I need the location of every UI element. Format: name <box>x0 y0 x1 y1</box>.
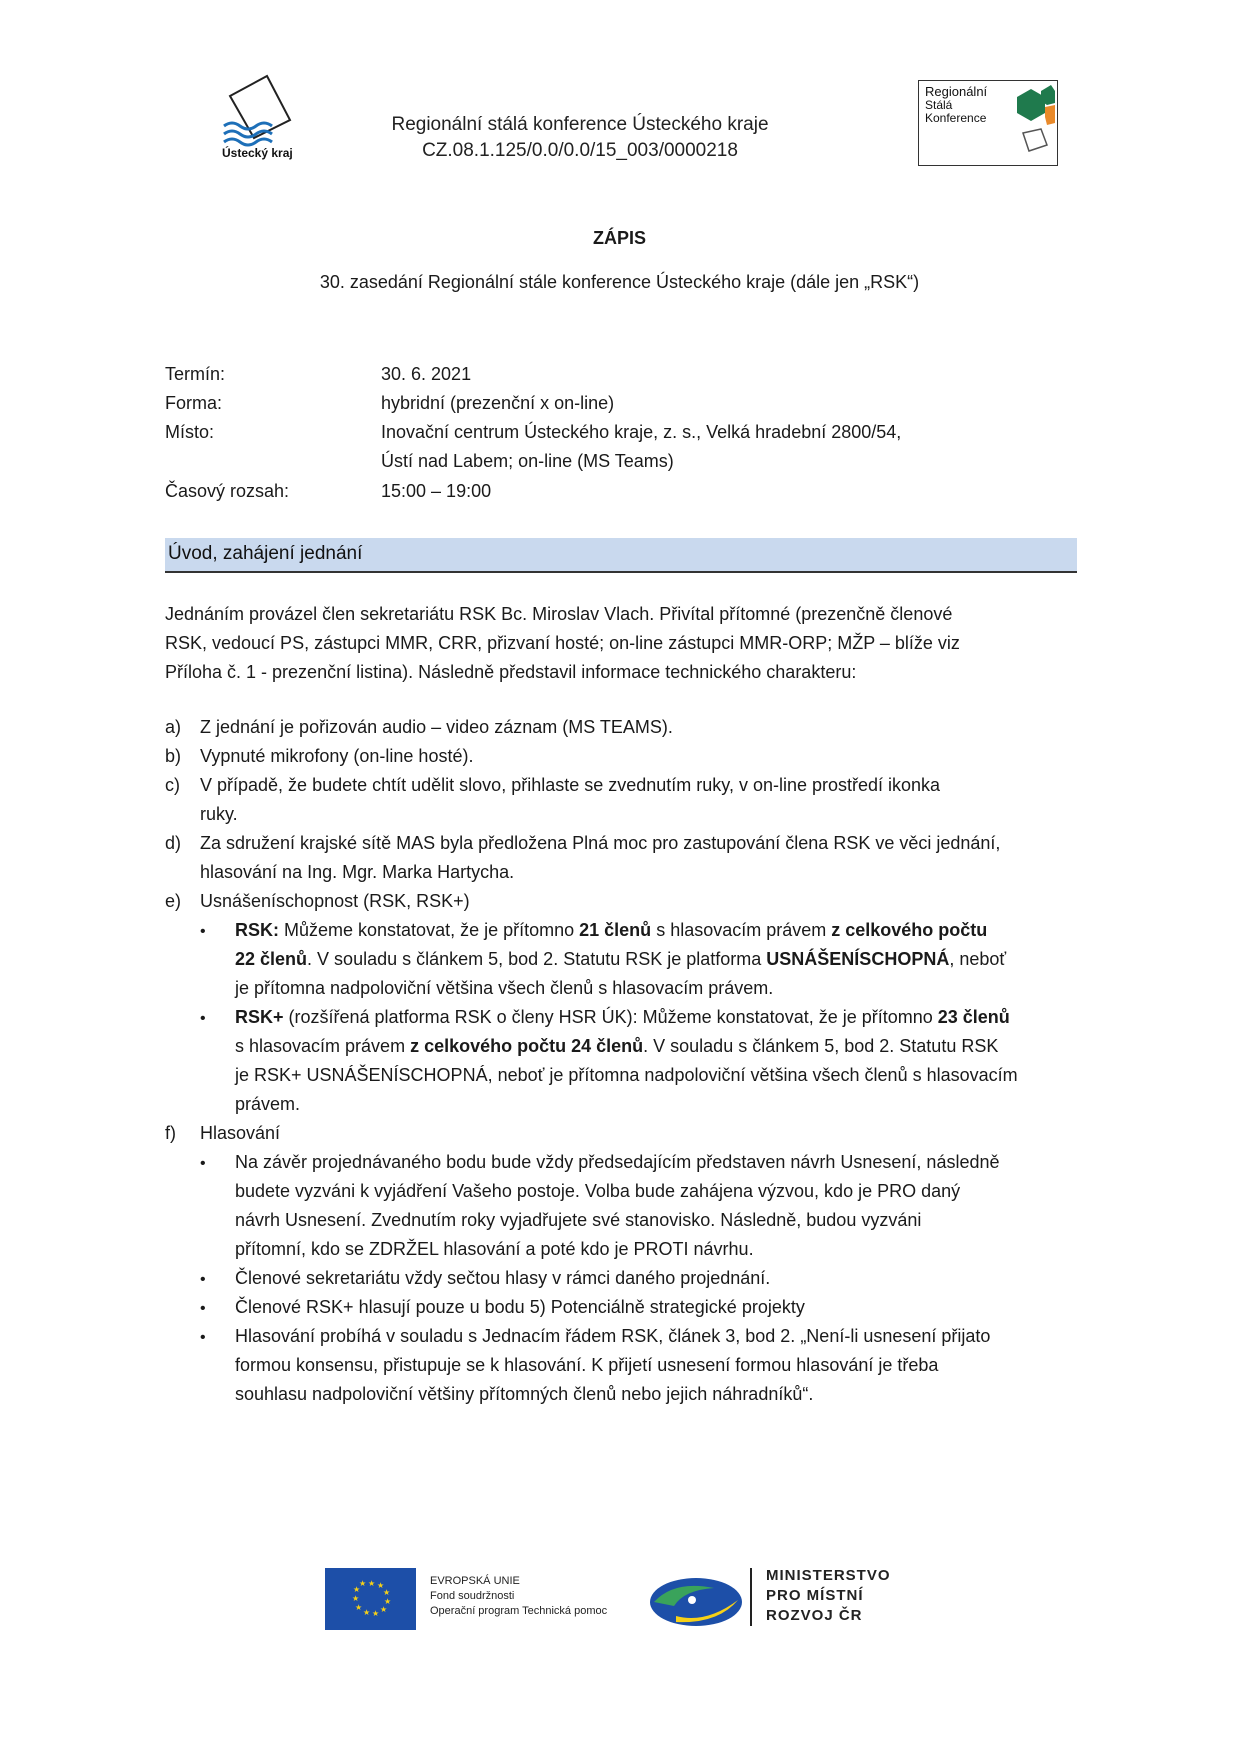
mmr-logo-icon <box>646 1566 756 1636</box>
e2-bold2: 23 členů <box>937 1007 1010 1027</box>
rsk-logo <box>918 80 1058 166</box>
e1-text3: . V souladu s článkem 5, bod 2. Statutu RSK je platforma <box>307 949 767 969</box>
ustecky-kraj-logo <box>212 68 312 178</box>
termin-label: Termín: <box>165 364 226 384</box>
eu-line3: Operační program Technická pomoc <box>430 1605 608 1617</box>
rsk-logo-line1: Regionální <box>925 84 988 99</box>
e1-bold4: 22 členů <box>235 949 308 969</box>
item-f4-line3: souhlasu nadpoloviční většiny přítomných členů nebo jejich náhradníků“. <box>235 1384 814 1404</box>
item-f-label: f) <box>165 1123 176 1143</box>
bullet-icon: • <box>200 1329 206 1346</box>
eu-line2: Fond soudržnosti <box>430 1590 515 1602</box>
intro-line3: Příloha č. 1 - prezenční listina). Následně představil informace technického charakteru: <box>165 662 857 682</box>
e1-bold3: z celkového počtu <box>831 920 988 940</box>
item-a-label: a) <box>165 717 182 737</box>
eu-line1: EVROPSKÁ UNIE <box>430 1575 520 1587</box>
svg-text:★: ★ <box>353 1585 361 1594</box>
header-title-line1: Regionální stálá konference Ústeckého kraje <box>391 114 769 135</box>
item-e2-line2 <box>235 1032 1075 1061</box>
e1-text1: Můžeme konstatovat, že je přítomno <box>279 920 580 940</box>
rozsah-value: 15:00 – 19:00 <box>381 481 492 501</box>
intro-line1: Jednáním provázel člen sekretariátu RSK Bc. Miroslav Vlach. Přivítal přítomné (prezenčně členové <box>165 604 953 624</box>
svg-text:★: ★ <box>380 1605 388 1614</box>
e1-bold2: 21 členů <box>579 920 652 940</box>
termin-value: 30. 6. 2021 <box>381 364 472 384</box>
svg-text:★: ★ <box>359 1579 367 1588</box>
item-c-text-line1: V případě, že budete chtít udělit slovo, přihlaste se zvednutím ruky, v on-line prostředí ikonka <box>200 775 941 795</box>
header-title-line2: CZ.08.1.125/0.0/0.0/15_003/0000218 <box>422 140 738 161</box>
svg-text:★: ★ <box>368 1579 376 1588</box>
e1-text4: , neboť <box>949 949 1007 969</box>
e2-text2: s hlasovacím právem <box>235 1036 411 1056</box>
e2-bold3: z celkového počtu 24 členů <box>410 1036 644 1056</box>
eu-flag-icon <box>325 1568 416 1630</box>
rsk-logo-line2: Stálá <box>925 98 953 112</box>
rozsah-label: Časový rozsah: <box>165 481 290 501</box>
item-e2-line4: právem. <box>235 1094 301 1114</box>
eu-text <box>430 1574 607 1619</box>
item-f3: Členové RSK+ hlasují pouze u bodu 5) Potenciálně strategické projekty <box>235 1297 805 1317</box>
item-f1-line2: budete vyzváni k vyjádření Vašeho postoje. Volba bude zahájena výzvou, kdo je PRO daný <box>235 1181 961 1201</box>
svg-text:★: ★ <box>352 1594 360 1603</box>
item-d-text-line1: Za sdružení krajské sítě MAS byla předložena Plná moc pro zastupování člena RSK ve věci jednání, <box>200 833 1001 853</box>
item-f4-line1: Hlasování probíhá v souladu s Jednacím řádem RSK, článek 3, bod 2. „Není-li usnesení přijato <box>235 1326 991 1346</box>
item-d-label: d) <box>165 833 182 853</box>
item-d-text-line2: hlasování na Ing. Mgr. Marka Hartycha. <box>200 862 515 882</box>
rsk-hexagon-icon <box>1011 83 1055 161</box>
doc-title: ZÁPIS <box>592 228 646 248</box>
item-c-label: c) <box>165 775 180 795</box>
item-e1-line2 <box>235 945 1075 974</box>
item-f1-line4: přítomní, kdo se ZDRŽEL hlasování a poté kdo je PROTI návrhu. <box>235 1239 754 1259</box>
item-e2-line3: je RSK+ USNÁŠENÍSCHOPNÁ, neboť je přítomna nadpoloviční většina všech členů s hlasovacím <box>235 1065 1018 1085</box>
item-b-text: Vypnuté mikrofony (on-line hosté). <box>200 746 474 766</box>
e1-text2: s hlasovacím právem <box>651 920 832 940</box>
forma-value: hybridní (prezenční x on-line) <box>381 393 615 413</box>
item-f-text: Hlasování <box>200 1123 281 1143</box>
mmr-line2: PRO MÍSTNÍ <box>766 1587 864 1604</box>
intro-paragraph <box>165 600 1045 687</box>
e2-text1: (rozšířená platforma RSK o členy HSR ÚK): Můžeme konstatovat, že je přítomno <box>283 1007 938 1027</box>
svg-text:★: ★ <box>363 1608 371 1617</box>
svg-text:★: ★ <box>383 1588 391 1597</box>
doc-subtitle: 30. zasedání Regionální stále konference Ústeckého kraje (dále jen „RSK“) <box>319 272 920 292</box>
misto-value-line2: Ústí nad Labem; on-line (MS Teams) <box>381 451 674 471</box>
item-e1-line3: je přítomna nadpoloviční většina všech členů s hlasovacím právem. <box>235 978 774 998</box>
mmr-line1: MINISTERSTVO <box>766 1567 891 1584</box>
bullet-icon: • <box>200 1271 206 1288</box>
e1-bold5: USNÁŠENÍSCHOPNÁ <box>766 949 950 969</box>
bullet-icon: • <box>200 1155 206 1172</box>
bullet-icon: • <box>200 923 206 940</box>
forma-label: Forma: <box>165 393 223 413</box>
intro-line2: RSK, vedoucí PS, zástupci MMR, CRR, přizvaní hosté; on-line zástupci MMR-ORP; MŽP – blíže viz <box>165 633 960 653</box>
svg-text:★: ★ <box>377 1581 385 1590</box>
bullet-icon: • <box>200 1300 206 1317</box>
bullet-icon: • <box>200 1010 206 1027</box>
item-e1-line1 <box>235 916 1075 945</box>
rsk-logo-line3: Konference <box>925 111 987 125</box>
svg-text:★: ★ <box>372 1609 380 1618</box>
item-c-text-line2: ruky. <box>200 804 238 824</box>
section-title: Úvod, zahájení jednání <box>168 543 363 564</box>
header-title <box>330 112 830 164</box>
e2-bold1: RSK+ <box>235 1007 284 1027</box>
eu-stars-icon <box>325 1568 416 1630</box>
misto-label: Místo: <box>165 422 215 442</box>
footer-divider <box>750 1568 752 1626</box>
item-e-label: e) <box>165 891 182 911</box>
misto-value-line1: Inovační centrum Ústeckého kraje, z. s., Velká hradební 2800/54, <box>381 422 902 442</box>
item-a-text: Z jednání je pořizován audio – video záznam (MS TEAMS). <box>200 717 673 737</box>
ustecky-kraj-caption: Ústecký kraj <box>222 146 293 160</box>
mmr-text <box>766 1566 891 1626</box>
svg-text:★: ★ <box>355 1603 363 1612</box>
item-b-label: b) <box>165 746 182 766</box>
svg-text:★: ★ <box>384 1597 392 1606</box>
mmr-line3: ROZVOJ ČR <box>766 1607 863 1624</box>
item-e-text: Usnášeníschopnost (RSK, RSK+) <box>200 891 470 911</box>
e2-text3: . V souladu s článkem 5, bod 2. Statutu RSK <box>643 1036 999 1056</box>
e1-bold1: RSK: <box>235 920 279 940</box>
item-e2-line1 <box>235 1003 1075 1032</box>
item-f1-line1: Na závěr projednávaného bodu bude vždy předsedajícím představen návrh Usnesení, následně <box>235 1152 1000 1172</box>
item-f1-line3: návrh Usnesení. Zvednutím roky vyjadřujete své stanovisko. Následně, budou vyzváni <box>235 1210 922 1230</box>
item-f4-line2: formou konsensu, přistupuje se k hlasování. K přijetí usnesení formou hlasování je třeba <box>235 1355 939 1375</box>
item-f2: Členové sekretariátu vždy sečtou hlasy v rámci daného projednání. <box>235 1268 771 1288</box>
